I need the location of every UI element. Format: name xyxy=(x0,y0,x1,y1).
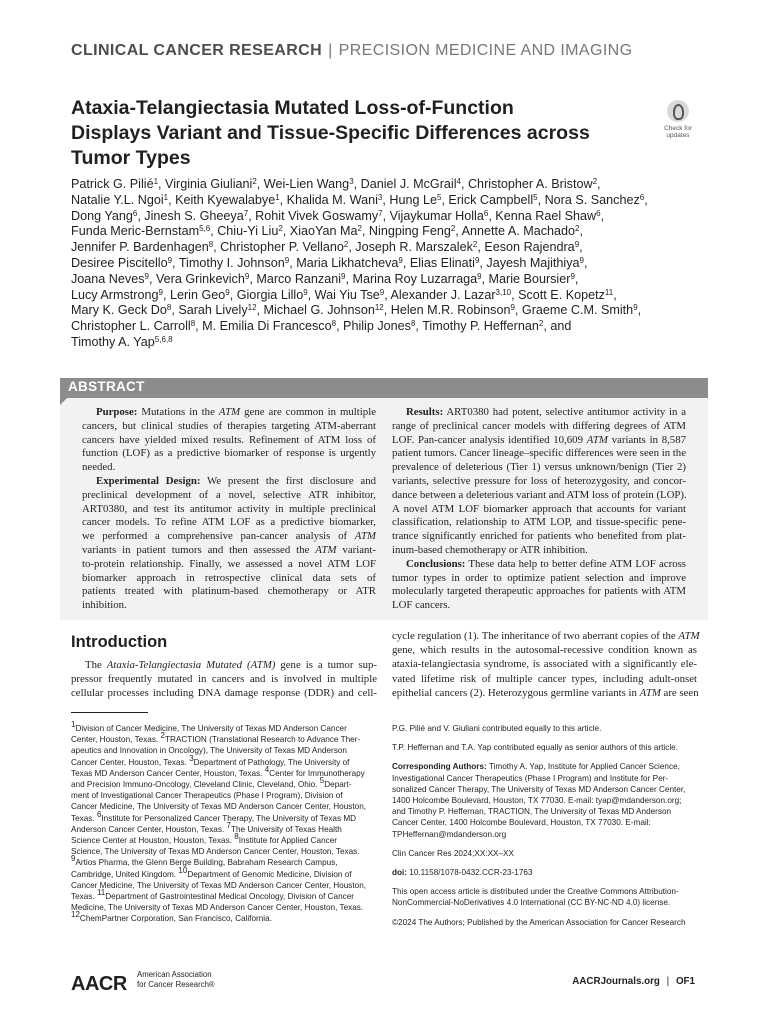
author-line: Timothy A. Yap$^{5,6,8}$ xyxy=(71,334,173,349)
corresponding-line: sonalized Cancer Therapy, The University of Texas MD Anderson Cancer Center, xyxy=(392,784,686,794)
license-line: This open access article is distributed under the Creative Commons Attribution- xyxy=(392,887,679,897)
affiliation-line: Science, The University of Texas MD Anderson Cancer Center, Houston, Texas. xyxy=(71,847,360,857)
abstract-header-bar xyxy=(60,378,708,398)
author-line: Jennifer P. Bardenhagen$^8$, Christopher P. Vellano$^2$, Joseph R. Marszalek$^2$, Eeson Rajendra$^9$, xyxy=(71,240,583,255)
affiliation-line: ment of Investigational Cancer Therapeutics (Phase I Program), Division of xyxy=(71,791,343,801)
abstract-line: cancers, but clinical studies of therapies targeting ATM-aberrant xyxy=(82,419,376,432)
intro-right-column xyxy=(392,629,700,700)
check-for-updates-button[interactable] xyxy=(658,100,698,142)
affiliation-line: Cancer Medicine, The University of Texas MD Anderson Cancer Center, Houston, xyxy=(71,802,367,812)
body-line: pressor frequently mutated in cancers and is involved in multiple xyxy=(71,673,377,686)
equal-contribution-note: P.G. Pilié and V. Giuliani contributed equally to this article. xyxy=(392,724,602,733)
page-number: OF1 xyxy=(675,976,695,987)
affiliation-line: $^9$Artios Pharma, the Glenn Berge Building, Babraham Research Campus, xyxy=(71,854,338,868)
author-line: Lucy Armstrong$^9$, Lerin Geo$^9$, Giorgia Lillo$^9$, Wai Yiu Tse$^9$, Alexander J. Lazar$^{3,10}$, Scott E. Kopetz$^{11}$, xyxy=(71,287,617,302)
footer-separator: | xyxy=(666,976,670,987)
title-line: Ataxia-Telangiectasia Mutated Loss-of-Function xyxy=(71,97,514,119)
affiliation-line: and Precision Immuno-Oncology, Cleveland Clinic, Cleveland, Ohio. $^5$Depart- xyxy=(71,776,352,790)
abstract-heading: ABSTRACT xyxy=(68,379,145,394)
author-line: Funda Meric-Bernstam$^{5,6}$, Chiu-Yi Liu$^2$, XiaoYan Ma$^2$, Ningping Feng$^2$, Annette A. Machado$^2$, xyxy=(71,224,583,239)
abstract-line: ART0380, and test its antitumor activity in multiple preclinical xyxy=(82,502,376,515)
abstract-right-column xyxy=(392,406,686,613)
check-updates-label xyxy=(658,125,698,139)
affiliations xyxy=(71,720,381,925)
author-line: Mary K. Geck Do$^8$, Sarah Lively$^{12}$, Michael G. Johnson$^{12}$, Helen M.R. Robinson$^9$, Graeme C.M. Smith$^9$, xyxy=(71,303,642,318)
copyright: ©2024 The Authors; Published by the American Association for Cancer Research xyxy=(392,917,686,927)
bookmark-icon xyxy=(667,100,689,122)
abstract-line: classification, relationship to ATM LOP, and tissue-specific pene- xyxy=(392,516,686,529)
doi-link[interactable]: 10.1158/1078-0432.CCR-23-1763 xyxy=(409,868,533,878)
abstract-line: Purpose: Mutations in the ATM gene are common in multiple xyxy=(96,406,376,418)
body-line: epithelial cancers (2). Heterozygous germline variants in ATM are seen xyxy=(392,686,699,699)
journal-header xyxy=(71,42,711,60)
doi-line xyxy=(392,867,704,878)
journal-site-link[interactable]: AACRJournals.org xyxy=(572,976,660,987)
author-line: Christopher L. Carroll$^8$, M. Emilia Di Francesco$^8$, Philip Jones$^8$, Timothy P. Heffernan$^2$, and xyxy=(71,319,572,334)
footnote-divider xyxy=(71,712,148,713)
abstract-line: A novel ATM LOF biomarker approach that accounts for variant xyxy=(392,502,686,515)
affiliation-line: Texas MD Anderson Cancer Center, Houston, Texas. $^4$Center for Immunotherapy xyxy=(71,764,365,778)
abstract-left-column xyxy=(82,406,376,613)
abstract-line: function (LOF) as a predictive biomarker of response is urgently xyxy=(82,447,376,460)
abstract-line: inum-based chemotherapy or ATR inhibition. xyxy=(392,543,588,556)
abstract-line: LOF cancers. xyxy=(392,599,451,612)
affiliation-line: Texas. $^{11}$Department of Gastrointestinal Medical Oncology, Division of Cancer xyxy=(71,888,355,902)
corresponding-line: and Timothy P. Heffernan, TRACTION, The University of Texas MD Anderson xyxy=(392,807,672,817)
author-line: Natalie Y.L. Ngoi$^1$, Keith Kyewalabye$^1$, Khalida M. Wani$^3$, Hung Le$^5$, Erick Campbell$^5$, Nora S. Sanchez$^6$, xyxy=(71,192,648,207)
affiliation-line: Medicine, The University of Texas MD Anderson Cancer Center, Houston, Texas. xyxy=(71,903,364,913)
abstract-line: cancer models. To refine ATM LOF as a predictive biomarker, xyxy=(82,516,376,529)
abstract-line: Conclusions: These data help to better define ATM LOF across xyxy=(406,557,686,570)
abstract-line: Experimental Design: We present the first disclosure and xyxy=(96,474,377,487)
abstract-line: biomarker approach in retrospective clinical data sets of xyxy=(82,571,376,584)
affiliation-line: $^{12}$ChemPartner Corporation, San Francisco, California. xyxy=(71,910,272,924)
corresponding-line: Corresponding Authors: Timothy A. Yap, Institute for Applied Cancer Science, xyxy=(392,762,680,772)
abstract-line: trance significantly enriched for patients who benefited from plat- xyxy=(392,530,686,543)
header-separator: | xyxy=(328,42,333,59)
abstract-line: Results: ART0380 had potent, selective antitumor activity in a xyxy=(406,406,686,418)
abstract-line: variants, selective pressure for loss of heterozygosity, and concor- xyxy=(392,474,686,487)
check-updates-line2: updates xyxy=(666,132,690,139)
body-line: The Ataxia-Telangiectasia Mutated (ATM) gene is a tumor sup- xyxy=(85,659,377,671)
affiliation-line: Cancer Center, Houston, Texas. $^3$Department of Pathology, The University of xyxy=(71,753,350,767)
abstract-notch xyxy=(60,398,67,405)
affiliation-line: Anderson Cancer Center, Houston, Texas. $^7$The University of Texas Health xyxy=(71,820,342,834)
license-line: NonCommercial-NoDerivatives 4.0 International (CC BY-NC-ND 4.0) license. xyxy=(392,898,671,908)
intro-left-column xyxy=(71,658,377,701)
abstract-line: variants in patient tumors and then assessed the ATM variant- xyxy=(82,543,376,556)
journal-name: CLINICAL CANCER RESEARCH xyxy=(71,42,323,59)
author-list xyxy=(71,177,671,351)
body-line: ataxia-telangiectasia syndrome, is associated with a significantly ele- xyxy=(392,658,697,671)
corresponding-line: Cancer Center, 1400 Holcombe Boulevard, Houston, TX 77030. E-mail: xyxy=(392,818,651,828)
abstract-line: patient tumors. Cancer lineage–specific differences were seen in the xyxy=(392,447,686,460)
abstract-line: molecularly targeted therapeutic approaches for patients with ATM xyxy=(392,585,686,598)
abstract-line: tumor types in order to optimize patient selection and improve xyxy=(392,571,686,584)
affiliation-line: Science Center at Houston, Houston, Texas. $^8$Institute for Applied Cancer xyxy=(71,832,337,846)
title-line: Displays Variant and Tissue-Specific Differences across xyxy=(71,122,590,144)
abstract-line: we performed a comprehensive pan-cancer analysis of ATM xyxy=(82,530,376,543)
affiliation-line: Cancer Medicine, The University of Texas MD Anderson Cancer Center, Houston, xyxy=(71,880,367,890)
footer-page-info xyxy=(572,976,695,987)
abstract-line: patients treated with platinum-based chemotherapy or ATR xyxy=(82,585,376,598)
org-line1: American Association xyxy=(137,970,212,979)
journal-section: PRECISION MEDICINE AND IMAGING xyxy=(338,42,633,59)
abstract-line: LOF. Pan-cancer analysis identified 10,609 ATM variants in 8,587 xyxy=(392,433,686,446)
abstract-line: range of preclinical cancer models with differing degrees of ATM xyxy=(392,419,686,432)
body-line: cellular processes including DNA damage response (DDR) and cell- xyxy=(71,687,377,700)
abstract-line: preclinical development of a novel, selective ATR inhibitor, xyxy=(82,488,376,501)
check-updates-line1: Check for xyxy=(664,125,692,132)
abstract-line: prevalence of deleterious (Tier 1) versus unknown/benign (Tier 2) xyxy=(392,461,686,474)
author-line: Dong Yang$^6$, Jinesh S. Gheeya$^7$, Rohit Vivek Goswamy$^7$, Vijaykumar Holla$^6$, Kenna Rael Shaw$^6$, xyxy=(71,208,605,223)
abstract-line: cancers have yielded mixed results. Refinement of ATM loss of xyxy=(82,433,376,446)
abstract-line: dance between a deleterious variant and ATM loss of protein (LOP). xyxy=(392,488,687,501)
affiliation-line: Center, Houston, Texas. $^2$TRACTION (Translational Research to Advance Ther- xyxy=(71,731,361,745)
abstract-line: to-protein relationship. Finally, we assessed a novel ATM LOF xyxy=(82,557,376,570)
body-line: cycle regulation (1). The inheritance of two aberrant copies of the ATM xyxy=(392,630,700,642)
corresponding-line: 1400 Holcombe Boulevard, Houston, TX 77030. E-mail: tyap@mdanderson.org; xyxy=(392,796,682,806)
section-heading-introduction: Introduction xyxy=(71,633,168,651)
doi-label: doi: xyxy=(392,868,408,878)
aacr-logo: AACR xyxy=(71,973,127,995)
abstract-line: inhibition. xyxy=(82,599,127,612)
corresponding-line: Investigational Cancer Therapeutics (Phase I Program) and Institute for Per- xyxy=(392,773,669,783)
article-title xyxy=(71,96,631,171)
affiliation-line: Cambridge, United Kingdom. $^{10}$Department of Genomic Medicine, Division of xyxy=(71,865,352,879)
corresponding-email[interactable]: TPHeffernan@mdanderson.org xyxy=(392,829,507,839)
author-line: Joana Neves$^9$, Vera Grinkevich$^9$, Marco Ranzani$^9$, Marina Roy Luzarraga$^9$, Marie Boursier$^9$, xyxy=(71,271,579,286)
affiliation-line: apeutics and Innovation in Oncology), The University of Texas MD Anderson xyxy=(71,746,347,756)
senior-authors-note: T.P. Heffernan and T.A. Yap contributed equally as senior authors of this article. xyxy=(392,743,678,753)
abstract-line: needed. xyxy=(82,461,116,474)
author-line: Desiree Piscitello$^9$, Timothy I. Johnson$^9$, Maria Likhatcheva$^9$, Elias Elinati$^9$, Jayesh Majithiya$^9$, xyxy=(71,255,588,270)
affiliation-line: $^1$Division of Cancer Medicine, The University of Texas MD Anderson Cancer xyxy=(71,720,347,733)
author-line: Patrick G. Pilié$^1$, Virginia Giuliani$^2$, Wei-Lien Wang$^3$, Daniel J. McGrail$^4$, Christopher A. Bristow$^2$, xyxy=(71,177,601,191)
body-line: gene, which results in the autosomal-recessive condition known as xyxy=(392,644,697,657)
aacr-org-name xyxy=(137,970,215,989)
citation: Clin Cancer Res 2024;XX:XX–XX xyxy=(392,848,514,858)
title-line: Tumor Types xyxy=(71,147,191,169)
org-line2: for Cancer Research® xyxy=(137,979,215,989)
body-line: vated lifetime risk of multiple cancer types, including adult-onset xyxy=(392,672,697,685)
affiliation-line: Texas. $^6$Institute for Personalized Cancer Therapy, The University of Texas MD xyxy=(71,809,357,823)
article-notes xyxy=(392,723,704,928)
